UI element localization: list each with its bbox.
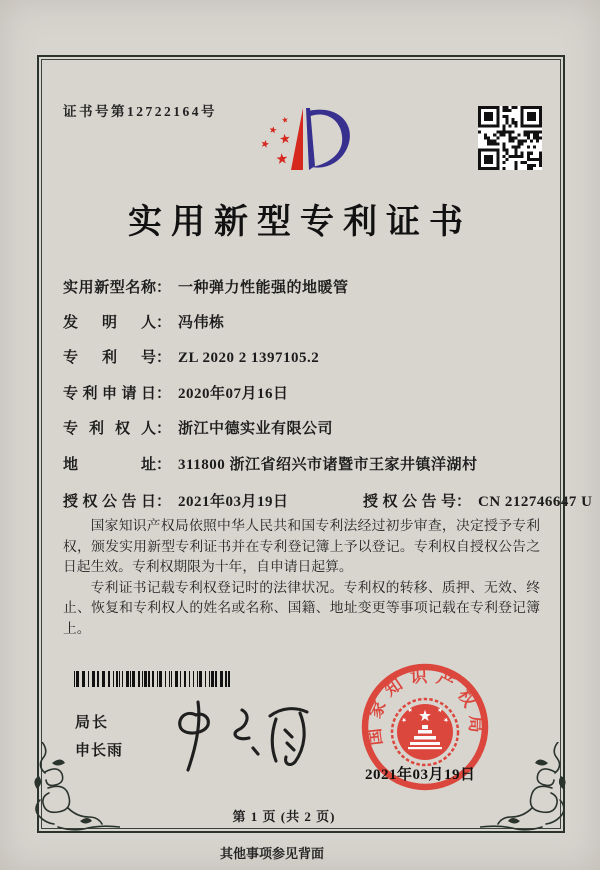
field-colon: ： bbox=[156, 386, 172, 402]
field-value: 一种弹力性能强的地暖管 bbox=[178, 280, 349, 296]
field-label: 专利申请日 bbox=[63, 386, 156, 402]
director-name: 申长雨 bbox=[75, 743, 124, 759]
page-indicator: 第 1 页 (共 2 页) bbox=[232, 809, 336, 824]
field-row bbox=[63, 346, 319, 368]
field-label: 地址 bbox=[63, 457, 156, 473]
field-colon: ： bbox=[156, 315, 172, 331]
field-value: 2020年07月16日 bbox=[178, 386, 289, 402]
field-colon: ： bbox=[456, 494, 472, 510]
director-signature bbox=[158, 682, 318, 777]
field-label: 实用新型名称 bbox=[63, 280, 156, 296]
field-row bbox=[63, 453, 477, 475]
field-colon: ： bbox=[156, 457, 172, 473]
field-label: 专利号 bbox=[63, 350, 156, 366]
grant-date-label: 授权公告日 bbox=[63, 494, 156, 510]
body-paragraph: 国家知识产权局依照中华人民共和国专利法经过初步审查，决定授予专利权，颁发实用新型专利证书并在专利登记簿上予以登记。专利权自授权公告之日起生效。专利权期限为十年，自申请日起算。 bbox=[63, 518, 540, 575]
field-value: 浙江中德实业有限公司 bbox=[178, 421, 334, 437]
field-row bbox=[63, 417, 333, 439]
grant-date-value: 2021年03月19日 bbox=[178, 494, 289, 510]
body-paragraph: 专利证书记载专利权登记时的法律状况。专利权的转移、质押、无效、终止、恢复和专利权人的姓名或名称、国籍、地址变更等事项记载在专利登记簿上。 bbox=[63, 579, 540, 636]
grant-no-label: 授权公告号 bbox=[363, 494, 456, 510]
director-title-label: 局长 bbox=[75, 715, 110, 731]
cnipa-logo-icon bbox=[252, 101, 360, 195]
seal-text: 国家知识产权局 bbox=[363, 666, 486, 747]
field-row bbox=[63, 276, 349, 298]
certificate-title: 实用新型专利证书 bbox=[128, 204, 472, 241]
field-colon: ： bbox=[156, 280, 172, 296]
back-note: 其他事项参见背面 bbox=[219, 846, 324, 861]
field-label: 发明人 bbox=[63, 315, 156, 331]
field-value: 311800 浙江省绍兴市诸暨市王家井镇洋湖村 bbox=[178, 457, 478, 473]
field-colon: ： bbox=[156, 350, 172, 366]
field-value: ZL 2020 2 1397105.2 bbox=[178, 350, 320, 366]
seal-date: 2021年03月19日 bbox=[365, 767, 476, 783]
field-row bbox=[63, 311, 225, 333]
certificate-body-text bbox=[63, 516, 540, 640]
national-emblem-icon bbox=[392, 699, 458, 765]
field-value: 冯伟栋 bbox=[178, 315, 225, 331]
field-colon: ： bbox=[156, 421, 172, 437]
field-row bbox=[63, 382, 289, 404]
grant-row bbox=[63, 490, 593, 512]
field-colon: ： bbox=[156, 494, 172, 510]
qr-code bbox=[478, 106, 542, 170]
grant-no-value: CN 212746647 U bbox=[478, 494, 593, 510]
certificate-number: 证书号第12722164号 bbox=[63, 104, 217, 119]
field-label: 专利权人 bbox=[63, 421, 156, 437]
